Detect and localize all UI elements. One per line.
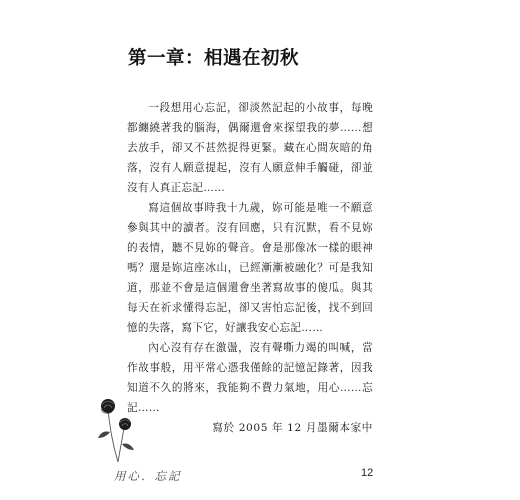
page-number: 12 [361,467,374,479]
paragraph-3: 內心沒有存在激盪，沒有聲嘶力竭的叫喊，當作故事般，用平常心憑我僅餘的記憶記錄著，因我知道不久的將來，我能夠不費力氣地，用心……忘記…… [127,342,373,414]
chapter-title: 第一章：相遇在初秋 [128,48,300,69]
paragraph-2: 寫這個故事時我十九歲，妳可能是唯一不願意參與其中的讀者。沒有回應，只有沉默，看不見妳的表情，聽不見妳的聲音。會是那像冰一樣的眼神嗎？還是妳這座冰山，已經漸漸被融化？可是我知道，那並不會是這個還會坐著寫故事的傻瓜。與其每天在祈求懂得忘記，卻又害怕忘記後，找不到回憶的失落，寫下它，好讓我安心忘記…… [127,202,373,334]
paragraph-1: 一段想用心忘記，卻淡然記起的小故事，每晚都纏繞著我的腦海，偶爾還會來探望我的夢……想去放手，卻又不甚然捉得更緊。藏在心間灰暗的角落，沒有人願意提起，沒有人願意伸手觸碰，卻並沒有人真正忘記…… [127,102,373,194]
running-footer-title: 用心．忘記 [114,469,182,483]
body-text [127,98,373,438]
signature: 寫於 2005 年 12 月墨爾本家中 [212,422,373,434]
roses-decoration-icon [88,392,148,462]
